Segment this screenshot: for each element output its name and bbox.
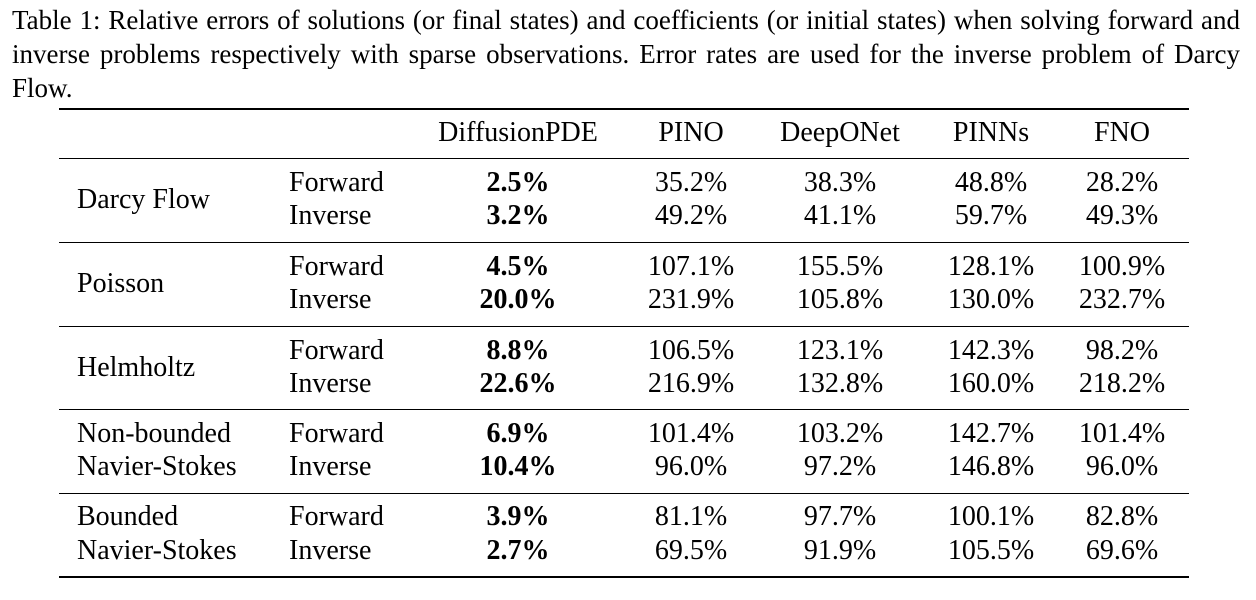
task-label: Inverse (289, 451, 372, 482)
fno-value: 232.7% (1078, 284, 1166, 315)
fno-value: 82.8% (1085, 501, 1159, 532)
task-label: Forward (289, 501, 384, 532)
diffusionpde-value: 20.0% (479, 284, 557, 315)
task-label: Forward (289, 251, 384, 282)
pinns-value: 48.8% (954, 167, 1028, 198)
pinns-value: 130.0% (947, 284, 1035, 315)
group-separator-rule (59, 242, 1189, 243)
deeponet-value: 97.7% (803, 501, 877, 532)
column-header-deeponet: DeepONet (780, 117, 900, 148)
deeponet-value: 105.8% (796, 284, 884, 315)
pinns-value: 142.7% (947, 418, 1035, 449)
header-rule (59, 158, 1189, 159)
table-caption: Table 1: Relative errors of solutions (or final states) and coefficients (or initial states) when solving forward and inverse problems respectively with sparse observations. Error rates are used for the inverse problem of Darcy Flow. (12, 5, 1240, 103)
task-label: Forward (289, 335, 384, 366)
deeponet-value: 103.2% (796, 418, 884, 449)
diffusionpde-value: 2.5% (486, 167, 550, 198)
diffusionpde-value: 3.2% (486, 200, 550, 231)
pino-value: 106.5% (647, 335, 735, 366)
deeponet-value: 38.3% (803, 167, 877, 198)
top-rule (59, 108, 1189, 110)
task-label: Forward (289, 167, 384, 198)
pino-value: 107.1% (647, 251, 735, 282)
deeponet-value: 123.1% (796, 335, 884, 366)
deeponet-value: 97.2% (803, 451, 877, 482)
column-header-pinns: PINNs (952, 117, 1030, 148)
diffusionpde-value: 10.4% (479, 451, 557, 482)
fno-value: 98.2% (1085, 335, 1159, 366)
pino-value: 69.5% (654, 535, 728, 566)
bottom-rule (59, 576, 1189, 578)
fno-value: 218.2% (1078, 368, 1166, 399)
fno-value: 96.0% (1085, 451, 1159, 482)
pinns-value: 59.7% (954, 200, 1028, 231)
deeponet-value: 132.8% (796, 368, 884, 399)
pino-value: 101.4% (647, 418, 735, 449)
pinns-value: 105.5% (947, 535, 1035, 566)
pino-value: 216.9% (647, 368, 735, 399)
task-label: Inverse (289, 200, 372, 231)
pinns-value: 146.8% (947, 451, 1035, 482)
diffusionpde-value: 3.9% (486, 501, 550, 532)
problem-name: Navier-Stokes (77, 451, 237, 482)
column-header-diffusionpde: DiffusionPDE (438, 117, 598, 148)
column-header-fno: FNO (1093, 117, 1151, 148)
problem-name: Helmholtz (77, 352, 196, 383)
problem-name: Poisson (77, 268, 165, 299)
task-label: Inverse (289, 284, 372, 315)
problem-name: Navier-Stokes (77, 535, 237, 566)
task-label: Forward (289, 418, 384, 449)
deeponet-value: 91.9% (803, 535, 877, 566)
fno-value: 101.4% (1078, 418, 1166, 449)
pinns-value: 100.1% (947, 501, 1035, 532)
diffusionpde-value: 6.9% (486, 418, 550, 449)
task-label: Inverse (289, 535, 372, 566)
pinns-value: 160.0% (947, 368, 1035, 399)
pinns-value: 142.3% (947, 335, 1035, 366)
group-separator-rule (59, 493, 1189, 494)
pino-value: 81.1% (654, 501, 728, 532)
problem-name: Bounded (77, 501, 179, 532)
fno-value: 69.6% (1085, 535, 1159, 566)
column-header-pino: PINO (658, 117, 724, 148)
fno-value: 49.3% (1085, 200, 1159, 231)
diffusionpde-value: 2.7% (486, 535, 550, 566)
group-separator-rule (59, 409, 1189, 410)
deeponet-value: 41.1% (803, 200, 877, 231)
pino-value: 231.9% (647, 284, 735, 315)
deeponet-value: 155.5% (796, 251, 884, 282)
pinns-value: 128.1% (947, 251, 1035, 282)
fno-value: 100.9% (1078, 251, 1166, 282)
pino-value: 49.2% (654, 200, 728, 231)
diffusionpde-value: 4.5% (486, 251, 550, 282)
task-label: Inverse (289, 368, 372, 399)
diffusionpde-value: 22.6% (479, 368, 557, 399)
problem-name: Non-bounded (77, 418, 231, 449)
group-separator-rule (59, 326, 1189, 327)
diffusionpde-value: 8.8% (486, 335, 550, 366)
pino-value: 96.0% (654, 451, 728, 482)
pino-value: 35.2% (654, 167, 728, 198)
fno-value: 28.2% (1085, 167, 1159, 198)
problem-name: Darcy Flow (77, 184, 210, 215)
